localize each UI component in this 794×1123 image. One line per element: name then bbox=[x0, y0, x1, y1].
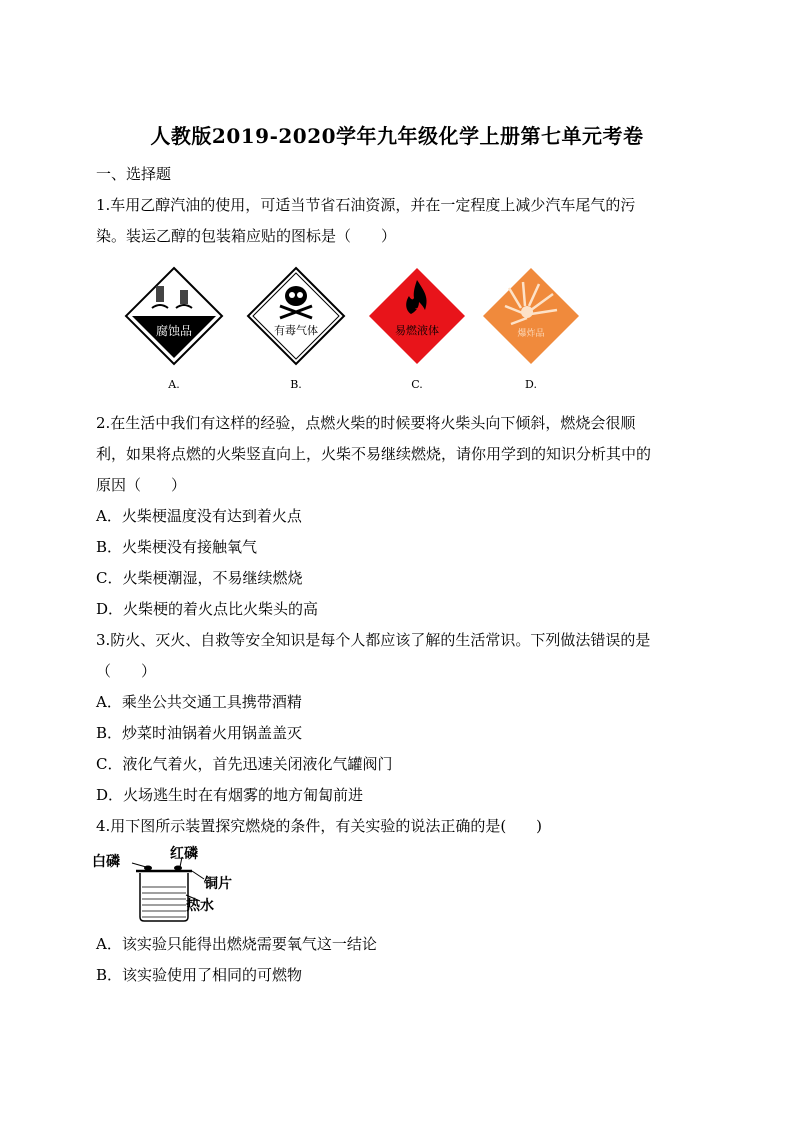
q3-stem-line2: （ ） bbox=[96, 662, 157, 680]
section-heading: 一、选择题 bbox=[96, 165, 172, 183]
q1-stem-line1: 1.车用乙醇汽油的使用，可适当节省石油资源，并在一定程度上减少汽车尾气的污 bbox=[96, 196, 636, 214]
copper-sheet-label: 铜片 bbox=[204, 876, 232, 892]
corrosive-sign-icon bbox=[124, 266, 224, 366]
q2-stem-line1: 2.在生活中我们有这样的经验，点燃火柴的时候要将火柴头向下倾斜，燃烧会很顺 bbox=[96, 414, 636, 432]
q2-option-a[interactable]: A．火柴梗温度没有达到着火点 bbox=[96, 507, 302, 525]
q4-option-a[interactable]: A．该实验只能得出燃烧需要氧气这一结论 bbox=[96, 935, 377, 953]
sign-c-letter: C. bbox=[411, 378, 423, 391]
white-phosphorus-label: 白磷 bbox=[92, 854, 120, 870]
page-title: 人教版2019-2020学年九年级化学上册第七单元考卷 bbox=[150, 124, 644, 148]
q2-stem-line3: 原因（ ） bbox=[96, 476, 187, 494]
sign-a-label: 腐蚀品 bbox=[155, 324, 193, 338]
flammable-liquid-sign-icon bbox=[367, 266, 467, 366]
q1-hazard-signs bbox=[124, 266, 594, 396]
q2-stem-line2: 利，如果将点燃的火柴竖直向上，火柴不易继续燃烧，请你用学到的知识分析其中的 bbox=[96, 445, 652, 463]
q4-option-b[interactable]: B．该实验使用了相同的可燃物 bbox=[96, 966, 303, 984]
q2-option-d[interactable]: D．火柴梗的着火点比火柴头的高 bbox=[96, 600, 319, 618]
hot-water-label: 热水 bbox=[186, 898, 214, 914]
sign-a-letter: A. bbox=[168, 378, 180, 391]
q1-stem-line2: 染。装运乙醇的包装箱应贴的图标是（ ） bbox=[96, 227, 397, 245]
explosive-sign-icon bbox=[481, 266, 581, 366]
q3-option-c[interactable]: C．液化气着火，首先迅速关闭液化气罐阀门 bbox=[96, 755, 393, 773]
q3-option-b[interactable]: B．炒菜时油锅着火用锅盖盖灭 bbox=[96, 724, 303, 742]
q3-stem-line1: 3.防火、灭火、自救等安全知识是每个人都应该了解的生活常识。下列做法错误的是 bbox=[96, 631, 651, 649]
sign-c-label: 易燃液体 bbox=[395, 324, 439, 337]
sign-b-label: 有毒气体 bbox=[274, 324, 318, 337]
q3-option-d[interactable]: D．火场逃生时在有烟雾的地方匍匐前进 bbox=[96, 786, 364, 804]
q4-stem-line1: 4.用下图所示装置探究燃烧的条件，有关实验的说法正确的是( ) bbox=[96, 817, 543, 835]
red-phosphorus-label: 红磷 bbox=[170, 846, 198, 862]
sign-d-label: 爆炸品 bbox=[517, 329, 545, 339]
q2-option-c[interactable]: C．火柴梗潮湿，不易继续燃烧 bbox=[96, 569, 303, 587]
svg-text:3: 3 bbox=[414, 307, 420, 315]
toxic-gas-sign-icon bbox=[246, 266, 346, 366]
q2-option-b[interactable]: B．火柴梗没有接触氧气 bbox=[96, 538, 258, 556]
combustion-apparatus-figure bbox=[92, 843, 242, 923]
sign-d-letter: D. bbox=[525, 378, 537, 391]
q3-option-a[interactable]: A．乘坐公共交通工具携带酒精 bbox=[96, 693, 302, 711]
sign-b-letter: B. bbox=[290, 378, 302, 391]
